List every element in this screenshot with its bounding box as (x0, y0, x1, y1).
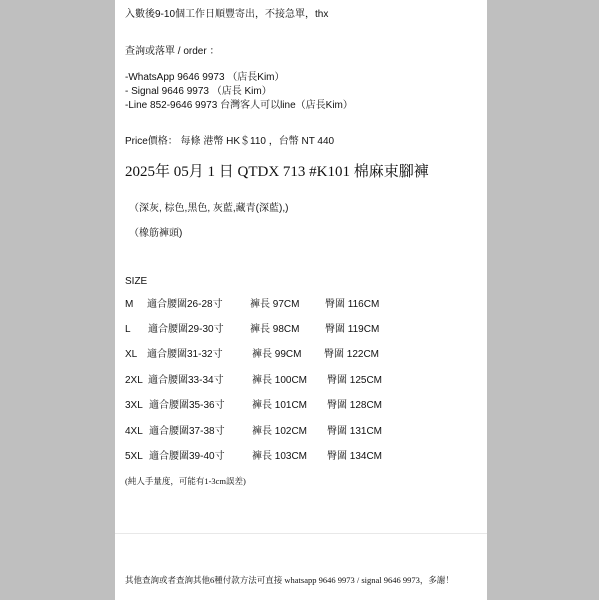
product-title: 2025年 05月 1 日 QTDX 713 #K101 棉麻束腳褲 (125, 164, 429, 180)
size-row-length: 褲長 101CM (252, 400, 308, 411)
size-row-length: 褲長 98CM (250, 324, 300, 335)
size-row-size: L (125, 324, 131, 335)
waistband-note: （橡筋褲頭) (129, 228, 183, 239)
size-row-hip: 臀圍 125CM (327, 375, 383, 386)
size-row-size: 4XL (125, 426, 143, 437)
size-row-hip: 臀圍 128CM (327, 400, 383, 411)
size-row-size: 2XL (125, 375, 143, 386)
size-row-waist: 適合腰圍29-30寸 (148, 324, 224, 335)
size-row-hip: 臀圍 116CM (325, 299, 380, 310)
size-row-length: 褲長 99CM (252, 349, 302, 360)
divider (115, 533, 487, 534)
size-row-waist: 適合腰圍39-40寸 (149, 451, 225, 462)
document-sheet (115, 0, 487, 600)
footer-contact: 其他查詢或者查詢其他6種付款方法可直接 whatsapp 9646 9973 / signal 9646 9973，多謝！ (125, 575, 454, 585)
order-heading: 查詢或落單 / order ： (125, 46, 220, 57)
size-row-size: 3XL (125, 400, 143, 411)
size-row-waist: 適合腰圍35-36寸 (149, 400, 225, 411)
size-heading: SIZE (125, 276, 148, 287)
size-row-waist: 適合腰圍26-28寸 (147, 299, 223, 310)
color-options: （深灰, 棕色,黑色, 灰藍,藏青(深藍),) (129, 203, 289, 214)
size-row-hip: 臀圍 131CM (327, 426, 383, 437)
order-whatsapp: -WhatsApp 9646 9973 （店長Kim） (125, 72, 285, 83)
size-row-size: XL (125, 349, 138, 360)
measurement-note: (純人手量度，可能有1-3cm誤差) (125, 476, 246, 486)
size-row-hip: 臀圍 119CM (325, 324, 380, 335)
order-signal: - Signal 9646 9973 （店長 Kim） (125, 86, 272, 97)
size-row-size: 5XL (125, 451, 143, 462)
size-row-length: 褲長 102CM (252, 426, 308, 437)
price-line: Price價格： 每條 港幣 HK＄110 ，台幣 NT 440 (125, 136, 335, 147)
size-row-hip: 臀圍 122CM (324, 349, 380, 360)
size-row-size: M (125, 299, 134, 310)
size-row-hip: 臀圍 134CM (327, 451, 383, 462)
order-line: -Line 852-9646 9973 台灣客人可以line（店長Kim） (125, 100, 353, 111)
size-row-length: 褲長 100CM (252, 375, 308, 386)
shipping-notice: 入數後9-10個工作日順豐寄出，不接急單，thx (125, 9, 329, 20)
size-row-waist: 適合腰圍33-34寸 (148, 375, 224, 386)
size-row-length: 褲長 103CM (252, 451, 308, 462)
size-row-waist: 適合腰圍31-32寸 (147, 349, 223, 360)
size-row-waist: 適合腰圍37-38寸 (149, 426, 225, 437)
size-row-length: 褲長 97CM (250, 299, 300, 310)
